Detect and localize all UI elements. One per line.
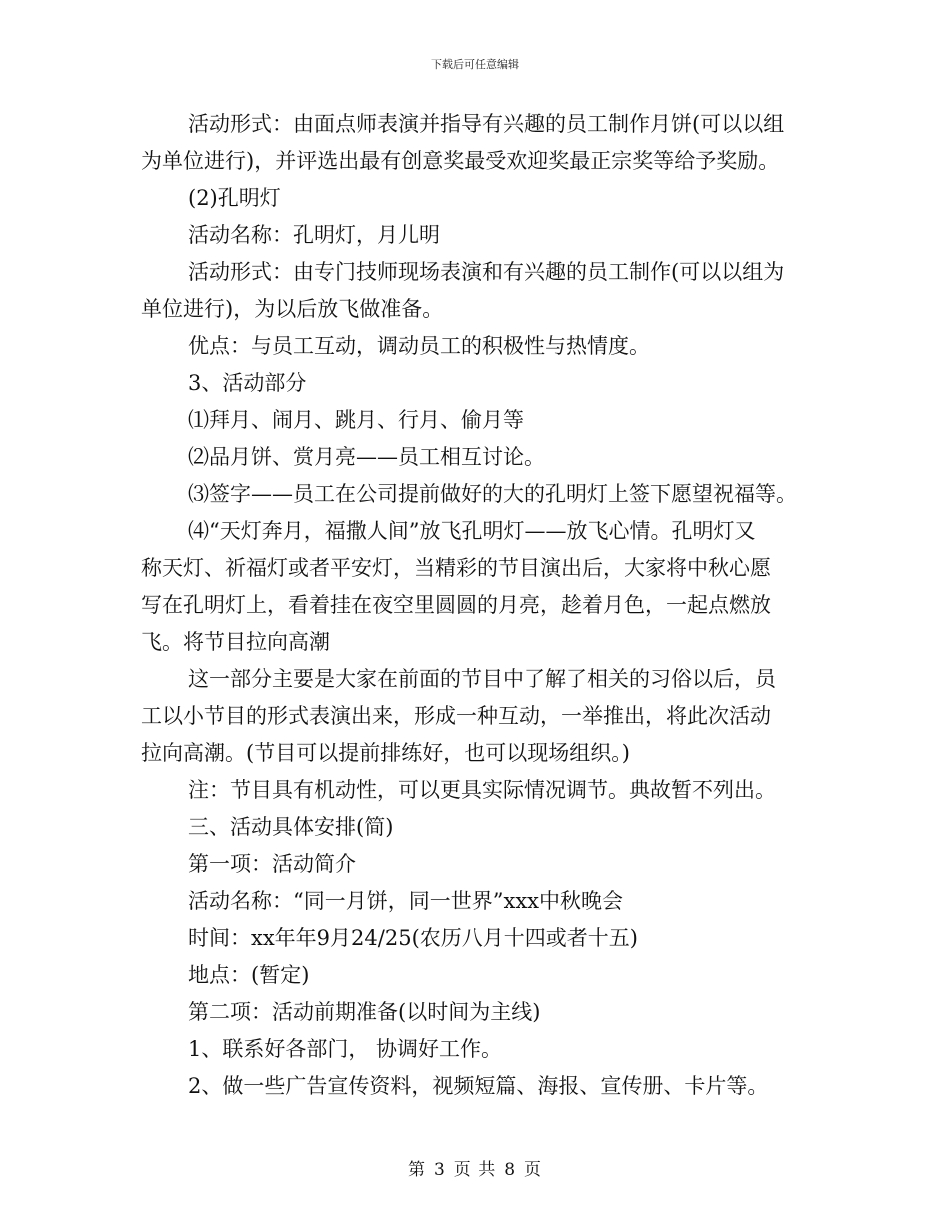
text-line: 称天灯、祈福灯或者平安灯，当精彩的节目演出后，大家将中秋心愿 [141, 556, 771, 580]
text-line: 活动形式：由专门技师现场表演和有兴趣的员工制作(可以以组为 [188, 260, 785, 284]
footer-suffix: 页 [524, 1160, 543, 1180]
page-footer [0, 1155, 950, 1180]
text-line: 3、活动部分 [188, 371, 307, 395]
page-total: 8 [504, 1160, 517, 1180]
text-line: 三、活动具体安排(简) [188, 815, 394, 839]
text-line: ⑶签字——员工在公司提前做好的大的孔明灯上签下愿望祝福等。 [188, 482, 797, 506]
text-line: 优点：与员工互动，调动员工的积极性与热情度。 [188, 334, 650, 358]
text-line: 1、联系好各部门， 协调好工作。 [188, 1037, 503, 1061]
document-body [141, 106, 811, 1105]
text-line: 注：节目具有机动性，可以更具实际情况调节。典故暂不列出。 [188, 778, 776, 802]
text-line: 拉向高潮。(节目可以提前排练好，也可以现场组织。) [141, 741, 630, 765]
text-line: 2、做一些广告宣传资料，视频短篇、海报、宣传册、卡片等。 [188, 1074, 769, 1098]
text-line: 为单位进行)，并评选出最有创意奖最受欢迎奖最正宗奖等给予奖励。 [141, 149, 780, 173]
page-number: 3 [433, 1160, 446, 1180]
text-line: 这一部分主要是大家在前面的节目中了解了相关的习俗以后，员 [188, 667, 776, 691]
text-line: 活动名称：“同一月饼，同一世界”xxx中秋晚会 [188, 889, 623, 913]
text-line: 单位进行)，为以后放飞做准备。 [141, 297, 444, 321]
text-line: ⑴拜月、闹月、跳月、行月、偷月等 [188, 408, 524, 432]
text-line: ⑵品月饼、赏月亮——员工相互讨论。 [188, 445, 545, 469]
text-line: 活动名称：孔明灯，月儿明 [188, 223, 440, 247]
text-line: 飞。将节目拉向高潮 [141, 630, 330, 654]
footer-prefix: 第 [407, 1160, 426, 1180]
text-line: 时间：xx年年9月24/25(农历八月十四或者十五) [188, 926, 638, 950]
footer-middle: 页 共 [453, 1160, 497, 1180]
text-line: 工以小节目的形式表演出来，形成一种互动，一举推出，将此次活动 [141, 704, 771, 728]
page-header: 下载后可任意编辑 [431, 58, 519, 71]
text-line: 地点：(暂定) [188, 963, 310, 987]
text-line: (2)孔明灯 [188, 186, 281, 210]
text-line: ⑷“天灯奔月，福撒人间”放飞孔明灯——放飞心情。孔明灯又 [188, 519, 756, 543]
text-line: 活动形式：由面点师表演并指导有兴趣的员工制作月饼(可以以组 [188, 112, 785, 136]
text-line: 第一项：活动简介 [188, 852, 356, 876]
text-line: 写在孔明灯上，看着挂在夜空里圆圆的月亮，趁着月色，一起点燃放 [141, 593, 771, 617]
text-line: 第二项：活动前期准备(以时间为主线) [188, 1000, 541, 1024]
